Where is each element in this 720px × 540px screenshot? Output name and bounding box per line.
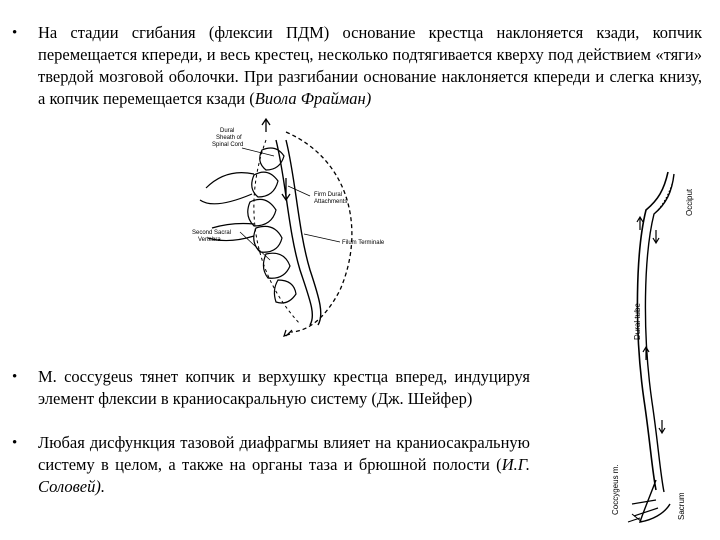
bullet-author: И.Г. Соловей). [38,455,530,496]
bullet-mark: • [12,369,18,385]
label-second-sacral: Vertebra [198,237,221,243]
label-filum-terminale: Filum Terminale [342,240,385,246]
label-dural-sheath: Sheath of [216,135,242,141]
label-dural-sheath: Spinal Cord [212,142,244,148]
label-occiput: Occiput [685,188,694,216]
dural-tube-figure [560,170,710,530]
bullet-text [38,22,702,110]
bullet-mark: • [12,25,18,41]
spine-flexion-figure [190,120,420,350]
label-second-sacral: Second Sacral [192,230,232,236]
bullet-item [12,432,530,498]
bullet-item [12,366,530,410]
label-firm-dural: Attachments [314,199,348,205]
bullet-body: Любая дисфункция тазовой диафрагмы влияет на краниосакральную систему в целом, а также на органы таза и брюшной полости ( [38,433,530,474]
bullet-body: На стадии сгибания (флексии ПДМ) основание крестца наклоняется кзади, копчик перемещается кпереди, и весь крестец, несколько подтягивается кверху под действием «тяги» твердой мозговой оболочки. При разгибании основание наклоняется кпереди и слегка книзу, а копчик перемещается кзади ( [38,23,702,108]
bullet-item [12,22,702,110]
bullet-text [38,432,530,498]
bullet-mark: • [12,435,18,451]
bullet-text: M. coccygeus тянет копчик и верхушку крестца вперед, индуцируя элемент флексии в краниосакральную систему (Дж. Шейфер) [38,367,530,408]
label-coccygeus: Coccygeus m. [611,464,620,515]
label-dural-tube: Dural tube [633,303,642,340]
label-sacrum: Sacrum [677,492,686,520]
bullet-author: Виола Фрайман) [254,89,372,108]
label-firm-dural: Firm Dural [314,192,342,198]
label-dural-sheath: Dural [220,128,235,134]
